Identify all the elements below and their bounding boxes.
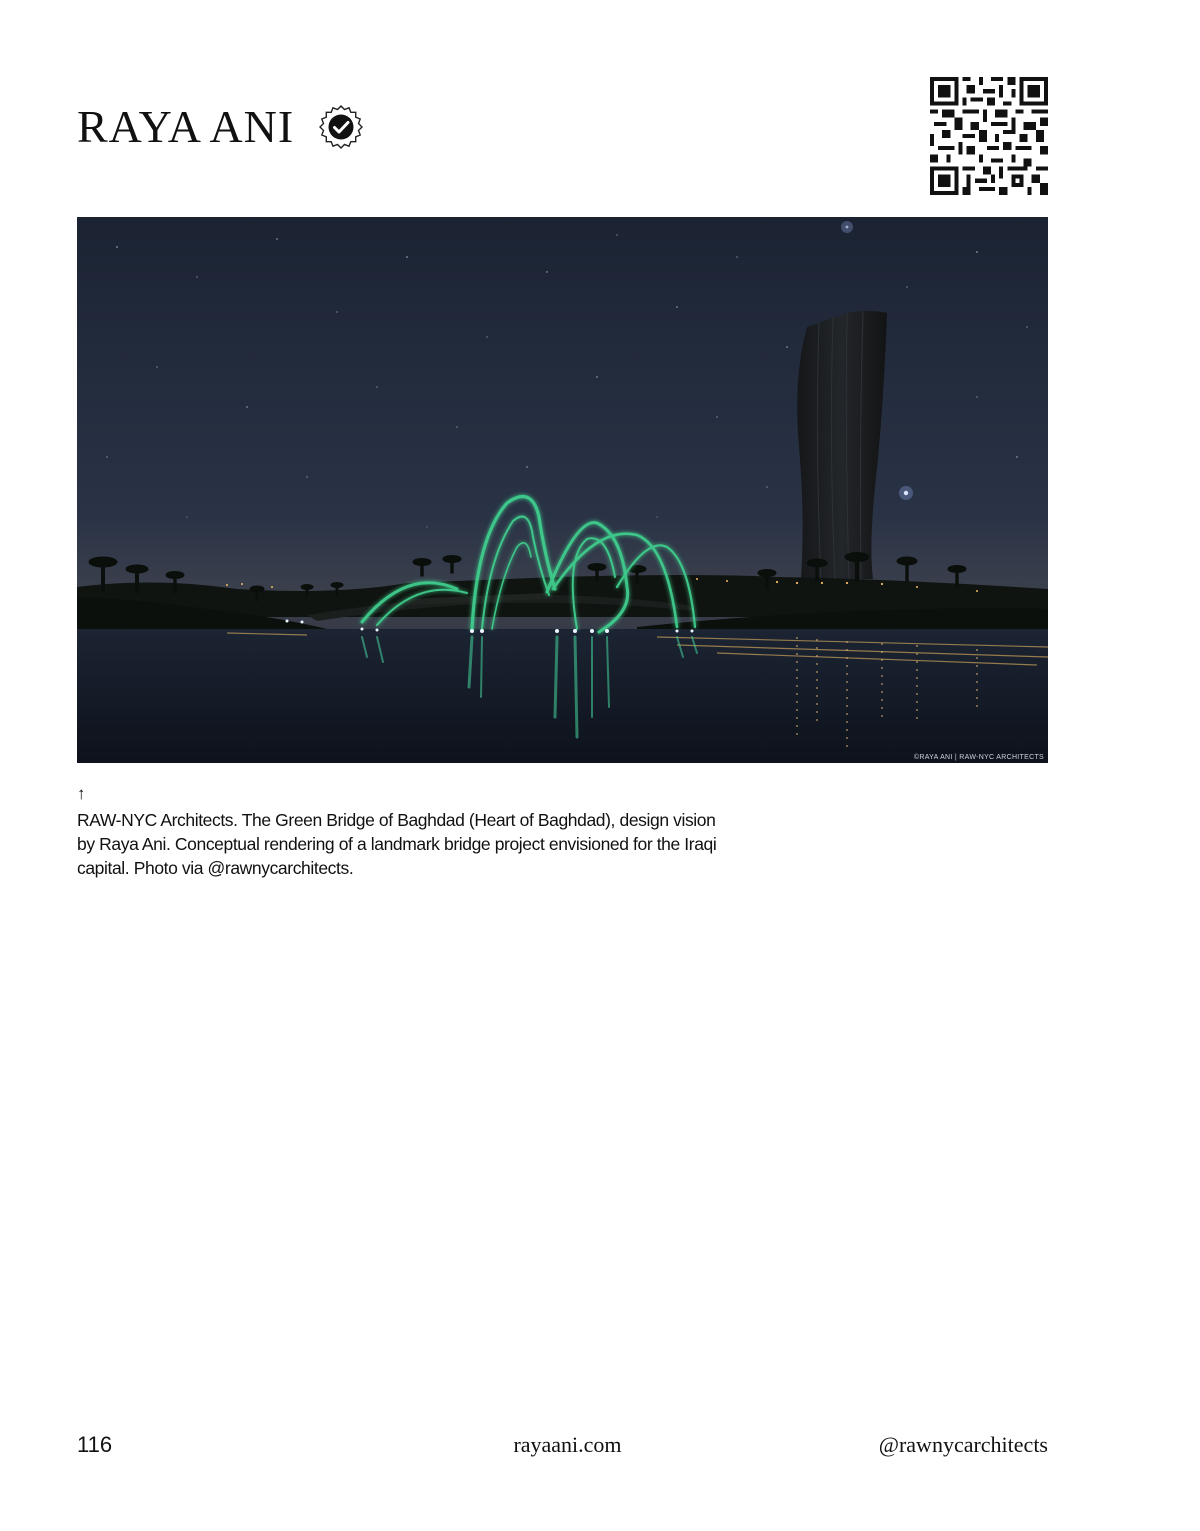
website-link[interactable]: rayaani.com — [513, 1432, 622, 1457]
up-arrow-icon: ↑ — [77, 784, 86, 803]
image-credit: ©RAYA ANI | RAW-NYC ARCHITECTS — [913, 754, 1044, 761]
bridge-rendering-image — [77, 217, 1048, 763]
page-number: 116 — [77, 1432, 113, 1457]
figure-caption: RAW-NYC Architects. The Green Bridge of Baghdad (Heart of Baghdad), design vision by Raya Ani. Conceptual rendering of a landmark bridge project envisioned for the Iraqi capital. Photo via @rawnycarchitects. — [77, 810, 717, 878]
verified-badge-icon — [318, 104, 364, 150]
social-handle[interactable]: @rawnycarchitects — [878, 1432, 1048, 1457]
brand-header — [77, 101, 364, 152]
brand-name: RAYA ANI — [77, 101, 295, 152]
qr-code-icon — [930, 77, 1048, 195]
